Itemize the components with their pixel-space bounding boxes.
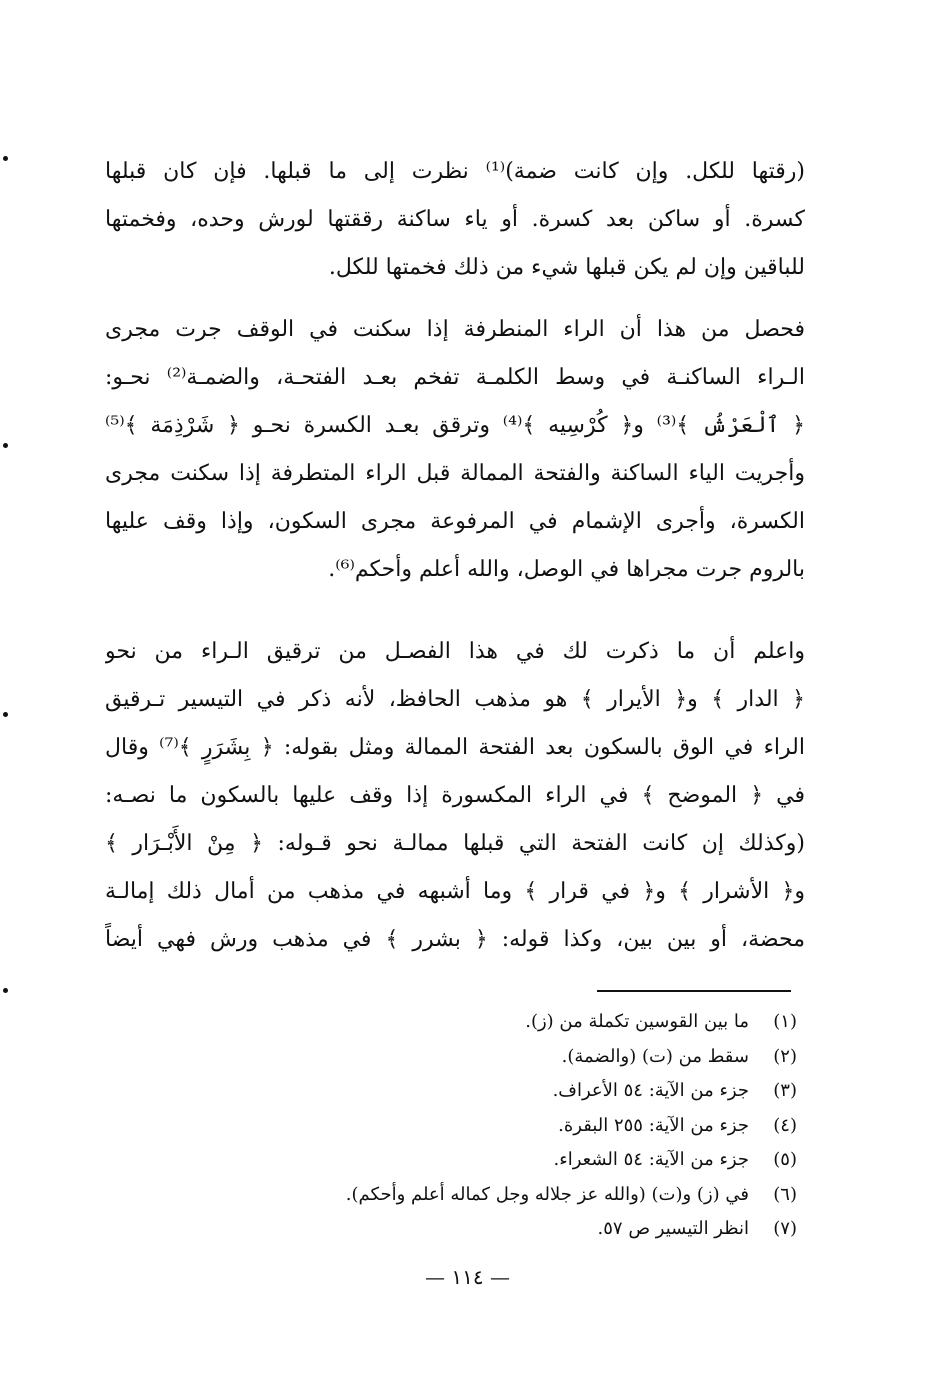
text-line: الكسرة، وأجرى الإشمام في المرفوعة مجرى السكون، وإذا وقف عليها [105, 509, 805, 534]
footnote-text: سقط من (ت) (والضمة). [561, 1045, 749, 1067]
text-line: محضة، أو بين بين، وكذا قوله: ﴿ بشرر ﴾ في مذهب ورش فهي أيضاً [105, 927, 805, 952]
text-line: للباقين وإن لم يكن قبلها شيء من ذلك فخمتها للكل. [328, 255, 805, 280]
text-line: ﴿ الدار ﴾ و﴿ الأيرار ﴾ هو مذهب الحافظ، لأنه ذكر في التيسير تـرقيق [105, 687, 805, 712]
footnote-number: (٧) [773, 1218, 797, 1239]
body-paragraph-2 [105, 306, 805, 594]
footnote-number: (٥) [773, 1149, 797, 1170]
text-line: (وكذلك إن كانت الفتحة التي قبلها ممالـة نحو قـوله: ﴿ مِنْ الأَبْـرَار ﴾ [105, 831, 805, 856]
footnote-item [237, 1005, 797, 1040]
text-line: كسرة. أو ساكن بعد كسرة. أو ياء ساكنة رققتها لورش وحده، وفخمتها [105, 207, 805, 232]
footnote-text: جزء من الآية: ٥٤ الأعراف. [552, 1080, 749, 1101]
footnote-item [237, 1212, 797, 1247]
text-line: وأجريت الياء الساكنة والفتحة الممالة قبل الراء المتطرفة إذا سكنت مجرى [105, 461, 805, 486]
footnote-number: (٣) [773, 1080, 797, 1101]
text-line: الراء في الوق بالسكون بعد الفتحة الممالة ومثل بقوله: ﴿ بِشَرَرٍ ﴾⁽⁷⁾ وقال [105, 735, 805, 760]
footnote-number: (٤) [773, 1114, 797, 1136]
footnote-item [237, 1143, 797, 1178]
footnote-text: جزء من الآية: ٥٤ الشعراء. [553, 1149, 749, 1170]
footnote-number: (٦) [773, 1183, 797, 1205]
footnote-item [237, 1178, 797, 1213]
footnote-item [237, 1040, 797, 1075]
footnote-number: (٢) [773, 1045, 797, 1067]
margin-mark [3, 712, 8, 717]
footnote-text: ما بين القوسين تكملة من (ز). [525, 1011, 749, 1032]
footnote-text: انظر التيسير ص ٥٧. [597, 1218, 749, 1239]
text-line: في ﴿ الموضح ﴾ في الراء المكسورة إذا وقف عليها بالسكون ما نصـه: [105, 783, 805, 808]
text-line: (رقتها للكل. وإن كانت ضمة)⁽¹⁾ نظرت إلى ما قبلها. فإن كان قبلها [105, 159, 805, 184]
text-line: و﴿ الأشرار ﴾ و﴿ في قرار ﴾ وما أشبهه في مذهب من أمال ذلك إمالـة [105, 879, 805, 904]
text-line: ﴿ ٱلْعَرْشُ ﴾⁽³⁾ و﴿ كُرْسِيه ﴾⁽⁴⁾ وترقق بعـد الكسرة نحـو ﴿ شَرْذِمَة ﴾⁽⁵⁾ [105, 413, 805, 438]
footnote-text: جزء من الآية: ٢٥٥ البقرة. [558, 1114, 749, 1136]
text-line: بالروم جرت مجراها في الوصل، والله أعلم وأحكم⁽⁶⁾. [328, 557, 805, 582]
footnote-text: في (ز) و(ت) (والله عز جلاله وجل كماله أعلم وأحكم). [345, 1183, 749, 1205]
footnote-separator [597, 990, 791, 992]
text-line: فحصل من هذا أن الراء المنطرفة إذا سكنت في الوقف جرت مجرى [105, 317, 805, 342]
footnotes [237, 1005, 797, 1247]
text-line: الـراء الساكنـة في وسط الكلمـة تفخم بعـد الفتحـة، والضمـة⁽²⁾ نحـو: [105, 365, 805, 390]
text-line: واعلم أن ما ذكرت لك في هذا الفصـل من ترقيق الـراء من نحو [105, 639, 805, 664]
body-paragraph-1 [105, 148, 805, 292]
margin-mark [3, 443, 8, 448]
footnote-number: (١) [773, 1011, 797, 1032]
page-number: — ١١٤ — [425, 1265, 510, 1289]
margin-mark [3, 988, 8, 993]
body-paragraph-3 [105, 628, 805, 964]
margin-mark [3, 156, 8, 161]
footnote-item [237, 1109, 797, 1144]
footnote-item [237, 1074, 797, 1109]
